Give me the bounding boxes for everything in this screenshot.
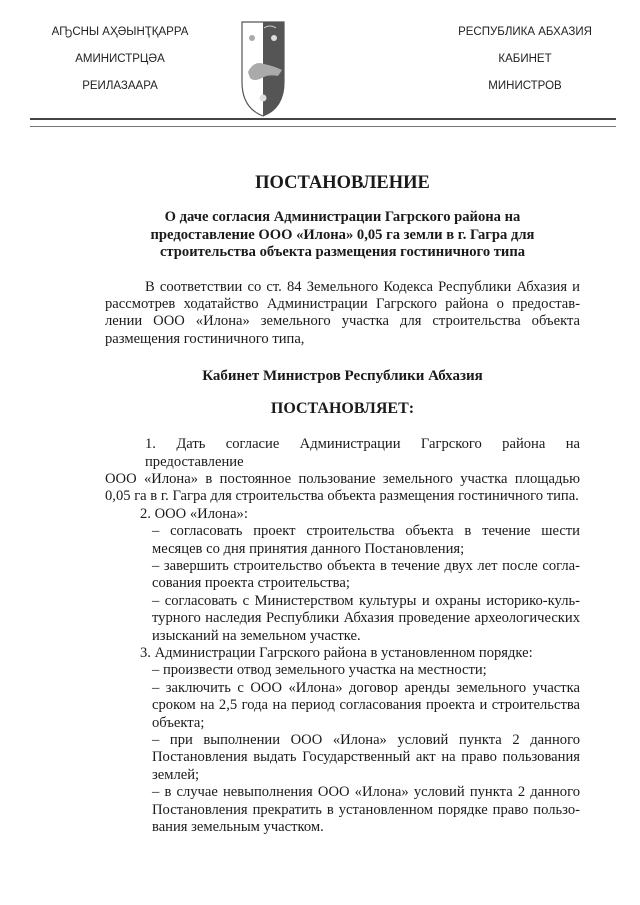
document-body [105, 172, 580, 836]
text-line: вания земельным участком. [152, 819, 324, 836]
item-3-list [152, 662, 580, 836]
coat-of-arms-icon [240, 20, 286, 118]
document-subtitle [105, 209, 580, 262]
document-title: ПОСТАНОВЛЕНИЕ [255, 173, 430, 193]
header-right-line: РЕСПУБЛИКА АБХАЗИЯ [458, 26, 592, 38]
resolves-heading: ПОСТАНОВЛЯЕТ: [270, 400, 415, 418]
preamble [105, 279, 580, 349]
item-3-heading [140, 645, 580, 662]
text-line: В соответствии со ст. 84 Земельного Кодекса Республики Абхазия и [145, 278, 580, 295]
text-line: изысканий на земельном участке. [152, 627, 361, 644]
text-line: месяцев со дня принятия данного Постановления; [152, 540, 465, 557]
issuing-body: Кабинет Министров Республики Абхазия [202, 368, 483, 385]
header-divider [30, 118, 616, 127]
text-line: – согласовать с Министерством культуры и охраны историко-куль- [152, 592, 580, 609]
text-line: 0,05 га в г. Гагра для строительства объекта размещения гостиничного типа. [105, 488, 579, 505]
list-item [152, 680, 580, 732]
header-right-line: КАБИНЕТ [498, 53, 552, 65]
text-line: землей; [152, 766, 200, 783]
text-line: Постановления выдать Государственный акт на право пользования [152, 749, 580, 766]
text-line: объекта; [152, 714, 205, 731]
item-2-heading [140, 506, 580, 523]
text-line: ООО «Илона» в постоянное пользование земельного участка площадью [105, 470, 580, 487]
list-item [152, 523, 580, 558]
text-line: 3. Администрации Гагрского района в установленном порядке: [140, 645, 533, 661]
list-item [152, 593, 580, 645]
header-left-line: АҦСНЫ АҲӘЫНҬҚАРРА [51, 26, 189, 38]
item-1 [105, 436, 580, 506]
subtitle-line: предоставление ООО «Илона» 0,05 га земли в г. Гагра для [150, 226, 535, 243]
subtitle-line: О даче согласия Администрации Гагрского района на [164, 209, 521, 225]
text-line: турного наследия Республики Абхазия проведение археологических [152, 610, 580, 627]
text-line: сроком на 2,5 года на период согласования проекта и строительства [152, 697, 580, 714]
text-line: – в случае невыполнения ООО «Илона» условий пункта 2 данного [152, 784, 580, 801]
text-line: 1. Дать согласие Администрации Гагрского района на предоставление [145, 436, 580, 470]
text-line: Постановления прекратить в установленном порядке право пользо- [152, 801, 580, 818]
header-left-line: АМИНИСТРЦӘА [75, 53, 165, 65]
header-left-line: РЕИЛАЗААРА [82, 80, 158, 92]
text-line: лении ООО «Илона» земельного участка для строительства объекта [105, 313, 580, 330]
list-item [152, 784, 580, 836]
text-line: размещения гостиничного типа, [105, 330, 305, 347]
text-line: – произвести отвод земельного участка на местности; [152, 662, 487, 679]
text-line: сования проекта строительства; [152, 575, 350, 592]
text-line: – при выполнении ООО «Илона» условий пункта 2 данного [152, 732, 580, 749]
list-item [152, 732, 580, 784]
header-right-line: МИНИСТРОВ [488, 80, 562, 92]
text-line: 2. ООО «Илона»: [140, 505, 248, 522]
subtitle-line: строительства объекта размещения гостиничного типа [159, 244, 526, 260]
list-item [152, 662, 580, 679]
text-line: рассмотрев ходатайство Администрации Гагрского района о предостав- [105, 295, 580, 312]
text-line: – завершить строительство объекта в течение двух лет после согла- [152, 557, 580, 574]
item-2-list [152, 523, 580, 645]
list-item [152, 558, 580, 593]
text-line: – согласовать проект строительства объекта в течение шести [152, 523, 580, 540]
text-line: – заключить с ООО «Илона» договор аренды земельного участка [152, 679, 580, 696]
